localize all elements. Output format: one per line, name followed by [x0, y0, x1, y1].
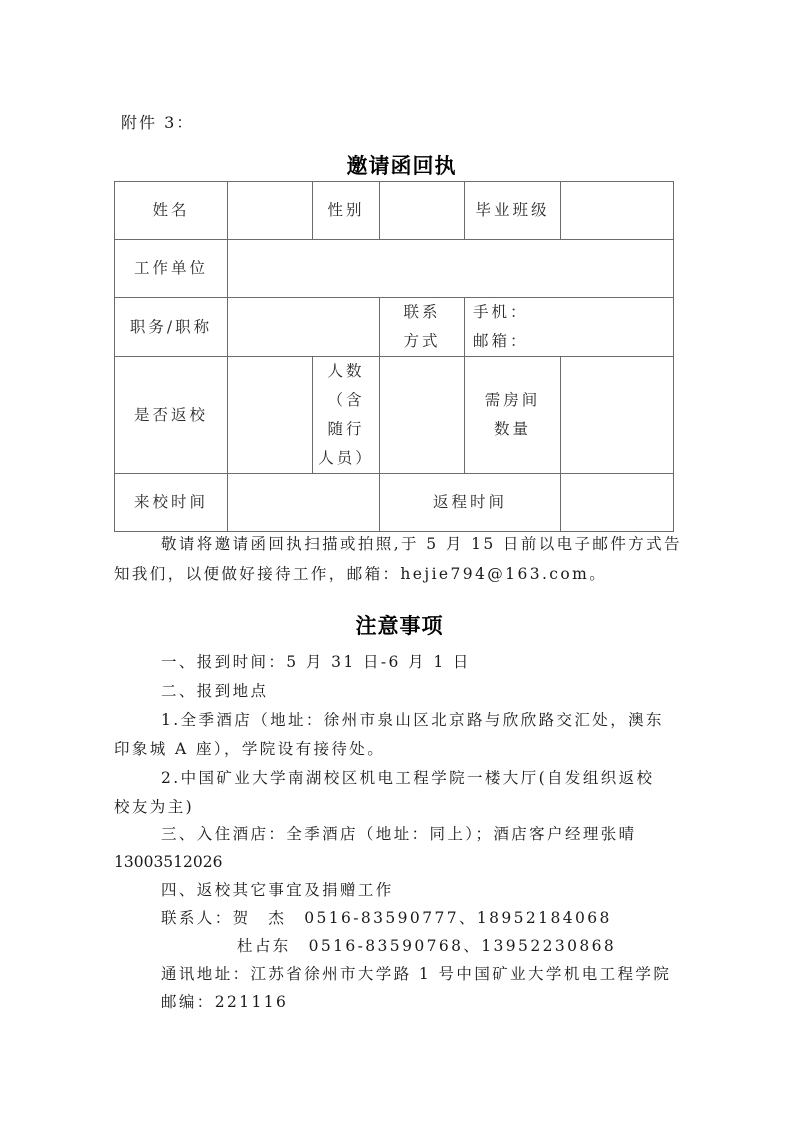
- note-line: 一、报到时间：5 月 31 日-6 月 1 日: [161, 653, 471, 671]
- form-row-return: [115, 357, 674, 474]
- field-name[interactable]: [228, 182, 313, 240]
- field-people[interactable]: [380, 357, 465, 474]
- label-arrive: 来校时间: [115, 474, 228, 532]
- reply-form-table: [114, 181, 674, 532]
- notes-title: 注意事项: [355, 614, 444, 638]
- label-employer: 工作单位: [115, 240, 228, 298]
- label-class: 毕业班级: [465, 182, 561, 240]
- note-line: 二、报到地点: [161, 682, 269, 700]
- field-arrive[interactable]: [228, 474, 380, 532]
- note-line: 13003512026: [114, 853, 223, 871]
- field-return[interactable]: [228, 357, 313, 474]
- field-class[interactable]: [561, 182, 674, 240]
- label-rooms: [465, 357, 561, 474]
- label-people-line3: 随行: [327, 420, 365, 438]
- address-line: 通讯地址：江苏省徐州市大学路 1 号中国矿业大学机电工程学院: [161, 965, 672, 983]
- annex-label: 附件 3：: [121, 113, 195, 132]
- contact-line: 联系人：贺 杰 0516-83590777、18952184068: [161, 909, 612, 927]
- label-position: 职务/职称: [115, 298, 228, 357]
- label-contact-line1: 联系: [403, 303, 441, 321]
- label-rooms-line2: 数量: [493, 420, 531, 438]
- form-row-position: [115, 298, 674, 357]
- field-rooms[interactable]: [561, 357, 674, 474]
- form-row-time: [115, 474, 674, 532]
- label-email: 邮箱：: [473, 332, 529, 350]
- field-gender[interactable]: [380, 182, 465, 240]
- note-line: 2.中国矿业大学南湖校区机电工程学院一楼大厅(自发组织返校: [161, 769, 655, 787]
- note-line: 四、返校其它事宜及捐赠工作: [161, 881, 394, 899]
- postcode-line: 邮编：221116: [161, 993, 289, 1011]
- label-mobile: 手机：: [473, 303, 529, 321]
- form-title: 邀请函回执: [346, 154, 457, 178]
- label-rooms-line1: 需房间: [484, 391, 541, 409]
- instructions-line2: 知我们，以便做好接待工作，邮箱：hejie794@163.com。: [114, 565, 608, 583]
- label-gender: 性别: [313, 182, 380, 240]
- note-line: 1.全季酒店（地址：徐州市泉山区北京路与欣欣路交汇处，澳东: [161, 711, 664, 729]
- field-employer[interactable]: [228, 240, 674, 298]
- instructions-line1: 敬请将邀请函回执扫描或拍照,于 5 月 15 日前以电子邮件方式告: [161, 535, 682, 553]
- form-row-employer: [115, 240, 674, 298]
- note-line: 三、入住酒店：全季酒店（地址：同上）；酒店客户经理张晴: [161, 825, 637, 843]
- form-row-name: [115, 182, 674, 240]
- note-line: 印象城 A 座），学院设有接待处。: [114, 740, 386, 758]
- label-contact-line2: 方式: [403, 332, 441, 350]
- note-line: 校友为主): [114, 798, 195, 816]
- label-return: 是否返校: [115, 357, 228, 474]
- label-people-line4: 人员）: [318, 449, 374, 467]
- field-position[interactable]: [228, 298, 380, 357]
- label-depart: 返程时间: [380, 474, 561, 532]
- label-name: 姓名: [115, 182, 228, 240]
- label-people: [313, 357, 380, 474]
- field-contact[interactable]: [465, 298, 674, 357]
- contact-line: 杜占东 0516-83590768、13952230868: [237, 937, 617, 955]
- label-people-line2: （含: [327, 391, 365, 409]
- field-depart[interactable]: [561, 474, 674, 532]
- label-contact: [380, 298, 465, 357]
- label-people-line1: 人数: [327, 362, 365, 380]
